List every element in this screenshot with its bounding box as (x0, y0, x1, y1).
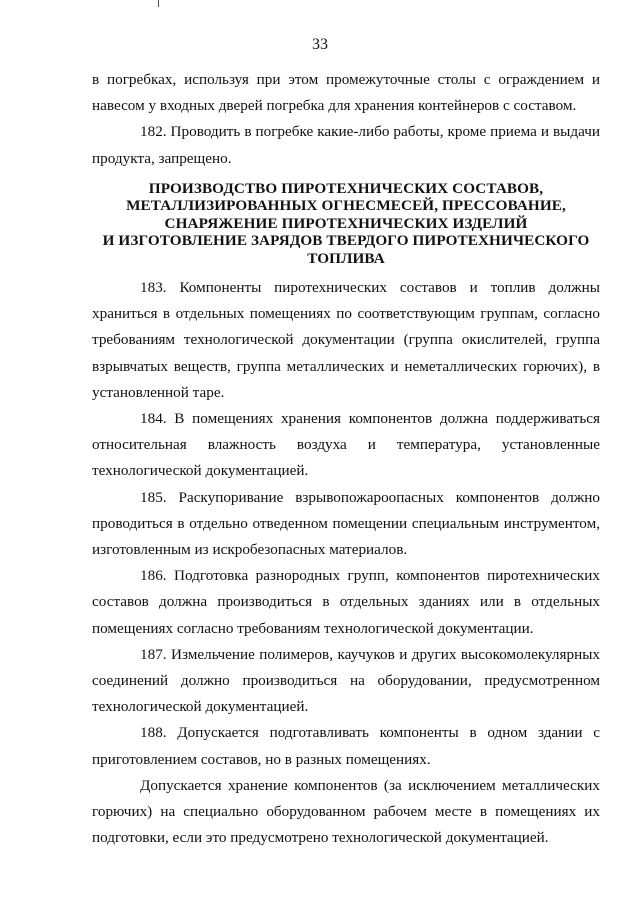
intro-text-block (92, 67, 600, 172)
paragraph-188-continuation: Допускается хранение компонентов (за исключением металлических горючих) на специально оборудованном рабочем месте в помещениях их подготовки, если это предусмотрено технологической документацией. (92, 776, 600, 847)
section-heading-line: И ИЗГОТОВЛЕНИЕ ЗАРЯДОВ ТВЕРДОГО ПИРОТЕХНИЧЕСКОГО (102, 232, 590, 250)
section-heading-line: ПРОИЗВОДСТВО ПИРОТЕХНИЧЕСКИХ СОСТАВОВ, (148, 180, 544, 197)
page-number: 33 (312, 36, 328, 53)
paragraph-182: 182. Проводить в погребке какие-либо работы, кроме приема и выдачи продукта, запрещено. (92, 123, 600, 167)
main-text-block (92, 275, 600, 851)
paragraph-183: 183. Компоненты пиротехнических составов и топлив должны храниться в отдельных помещениях по соответствующим группам, согласно требованиям технологической документации (группа окислителей, группа взрывчатых веществ, группа металлических и неметаллических горючих), в установленной таре. (92, 279, 600, 401)
paragraph-184: 184. В помещениях хранения компонентов должна поддерживаться относительная влажность воздуха и температура, установленные технологической документацией. (92, 410, 600, 480)
section-heading-line: СНАРЯЖЕНИЕ ПИРОТЕХНИЧЕСКИХ ИЗДЕЛИЙ (164, 214, 528, 232)
paragraph-188: 188. Допускается подготавливать компоненты в одном здании с приготовлением составов, но в разных помещениях. (92, 724, 600, 768)
scan-artifact-mark (158, 0, 159, 7)
paragraph-187: 187. Измельчение полимеров, каучуков и других высокомолекулярных соединений должно производиться на оборудовании, предусмотренном технологической документацией. (92, 645, 600, 716)
section-heading-line: МЕТАЛЛИЗИРОВАННЫХ ОГНЕСМЕСЕЙ, ПРЕССОВАНИЕ, (126, 197, 566, 215)
paragraph-185: 185. Раскупоривание взрывопожароопасных компонентов должно проводиться в отдельно отведенном помещении специальным инструментом, изготовленным из искробезопасных материалов. (92, 488, 600, 559)
section-heading-line: ТОПЛИВА (307, 249, 385, 267)
section-heading (92, 180, 600, 267)
continuation-paragraph: в погребках, используя при этом промежуточные столы с ограждением и навесом у входных дверей погребка для хранения контейнеров с составом. (92, 71, 600, 115)
paragraph-186: 186. Подготовка разнородных групп, компонентов пиротехнических составов должна производиться в отдельных зданиях или в отдельных помещениях согласно требованиям технологической документации. (92, 567, 600, 637)
